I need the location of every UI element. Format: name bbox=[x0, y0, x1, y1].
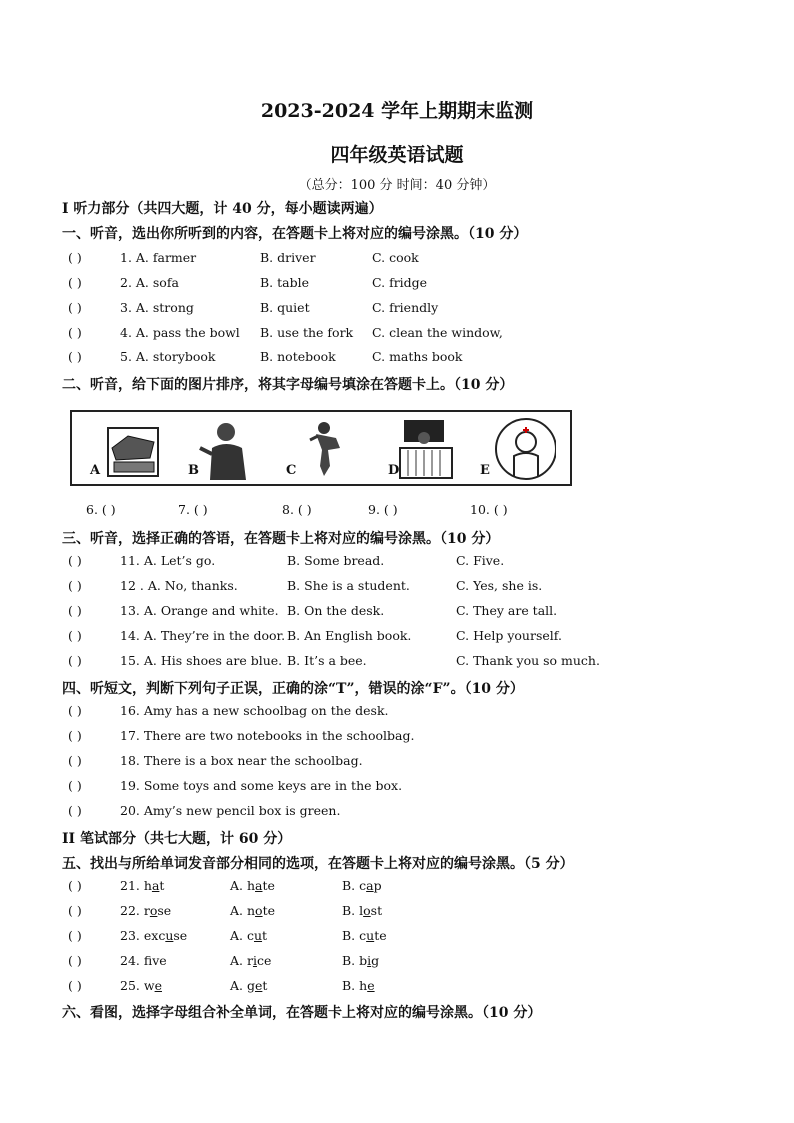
answer-blank[interactable]: ( ) bbox=[68, 753, 82, 768]
answer-blank[interactable]: ( ) bbox=[68, 878, 82, 893]
section6-heading: 六、看图，选择字母组合补全单词，在答题卡上将对应的编号涂黑。（10 分） bbox=[62, 1005, 542, 1021]
option-c: C. Help yourself. bbox=[456, 628, 562, 643]
option-c: C. cook bbox=[372, 250, 419, 265]
answer-blank-10[interactable]: 10. ( ) bbox=[470, 502, 508, 517]
option-c: C. fridge bbox=[372, 275, 428, 290]
option-a: 11. A. Let’s go. bbox=[120, 553, 216, 568]
answer-blank[interactable]: ( ) bbox=[68, 325, 82, 340]
picture-a bbox=[78, 418, 160, 480]
answer-blank[interactable]: ( ) bbox=[68, 300, 82, 315]
option-b: B. big bbox=[342, 953, 380, 968]
option-b: B. It’s a bee. bbox=[287, 653, 367, 668]
answer-blank[interactable]: ( ) bbox=[68, 778, 82, 793]
picture-label: B bbox=[188, 463, 199, 478]
section5-heading: 五、找出与所给单词发音部分相同的选项，在答题卡上将对应的编号涂黑。（5 分） bbox=[62, 856, 574, 872]
statement: 20. Amy’s new pencil box is green. bbox=[120, 803, 341, 818]
option-b: B. use the fork bbox=[260, 325, 354, 340]
option-c: C. Yes, she is. bbox=[456, 578, 543, 593]
answer-blank-8[interactable]: 8. ( ) bbox=[282, 502, 312, 517]
option-c: C. maths book bbox=[372, 349, 463, 364]
picture-c bbox=[280, 418, 362, 480]
exam-title: 2023-2024 学年上期期末监测 bbox=[260, 100, 534, 122]
picture-e bbox=[474, 418, 556, 480]
answer-blank-6[interactable]: 6. ( ) bbox=[86, 502, 116, 517]
answer-blank[interactable]: ( ) bbox=[68, 275, 82, 290]
option-a: 15. A. His shoes are blue. bbox=[120, 653, 283, 668]
option-a: A. get bbox=[230, 978, 268, 993]
word: 21. hat bbox=[120, 878, 165, 893]
answer-blank[interactable]: ( ) bbox=[68, 603, 82, 618]
ordering-blanks bbox=[0, 502, 794, 522]
answer-blank[interactable]: ( ) bbox=[68, 653, 82, 668]
answer-blank[interactable]: ( ) bbox=[68, 928, 82, 943]
option-a: 3. A. strong bbox=[120, 300, 194, 315]
word: 23. excuse bbox=[120, 928, 188, 943]
statement: 17. There are two notebooks in the schoolbag. bbox=[120, 728, 415, 743]
option-a: 2. A. sofa bbox=[120, 275, 179, 290]
option-b: B. On the desk. bbox=[287, 603, 385, 618]
answer-blank[interactable]: ( ) bbox=[68, 349, 82, 364]
answer-blank[interactable]: ( ) bbox=[68, 553, 82, 568]
option-b: B. notebook bbox=[260, 349, 336, 364]
answer-blank[interactable]: ( ) bbox=[68, 703, 82, 718]
option-a: 14. A. They’re in the door. bbox=[120, 628, 286, 643]
statement: 16. Amy has a new schoolbag on the desk. bbox=[120, 703, 389, 718]
option-a: 1. A. farmer bbox=[120, 250, 197, 265]
picture-label: C bbox=[286, 463, 297, 478]
answer-blank[interactable]: ( ) bbox=[68, 628, 82, 643]
option-c: C. Thank you so much. bbox=[456, 653, 600, 668]
answer-blank[interactable]: ( ) bbox=[68, 953, 82, 968]
option-a: 4. A. pass the bowl bbox=[120, 325, 240, 340]
option-c: C. They are tall. bbox=[456, 603, 558, 618]
option-b: B. driver bbox=[260, 250, 316, 265]
option-a: 13. A. Orange and white. bbox=[120, 603, 279, 618]
part2-heading: II 笔试部分（共七大题，计 60 分） bbox=[62, 831, 292, 847]
option-b: B. lost bbox=[342, 903, 383, 918]
exam-meta: （总分：100 分 时间：40 分钟） bbox=[298, 178, 496, 193]
option-c: C. clean the window, bbox=[372, 325, 503, 340]
option-b: B. She is a student. bbox=[287, 578, 410, 593]
section1-heading: 一、听音，选出你所听到的内容，在答题卡上将对应的编号涂黑。（10 分） bbox=[62, 226, 528, 242]
exam-subtitle: 四年级英语试题 bbox=[330, 144, 464, 166]
picture-label: E bbox=[480, 463, 490, 478]
answer-blank-9[interactable]: 9. ( ) bbox=[368, 502, 398, 517]
option-a: 12 . A. No, thanks. bbox=[120, 578, 238, 593]
option-a: A. note bbox=[230, 903, 275, 918]
option-b: B. table bbox=[260, 275, 310, 290]
section2-heading: 二、听音，给下面的图片排序，将其字母编号填涂在答题卡上。（10 分） bbox=[62, 377, 514, 393]
answer-blank[interactable]: ( ) bbox=[68, 250, 82, 265]
answer-blank[interactable]: ( ) bbox=[68, 803, 82, 818]
answer-blank[interactable]: ( ) bbox=[68, 903, 82, 918]
option-a: A. rice bbox=[230, 953, 272, 968]
section4-heading: 四、听短文，判断下列句子正误，正确的涂“T”，错误的涂“F”。（10 分） bbox=[62, 681, 524, 697]
word: 24. fve bbox=[120, 953, 167, 968]
picture-b bbox=[180, 418, 262, 480]
option-c: C. friendly bbox=[372, 300, 439, 315]
answer-blank[interactable]: ( ) bbox=[68, 578, 82, 593]
option-a: 5. A. storybook bbox=[120, 349, 216, 364]
statement: 19. Some toys and some keys are in the box. bbox=[120, 778, 403, 793]
option-a: A. cut bbox=[230, 928, 268, 943]
option-b: B. cap bbox=[342, 878, 382, 893]
answer-blank[interactable]: ( ) bbox=[68, 728, 82, 743]
word: 22. rose bbox=[120, 903, 172, 918]
statement: 18. There is a box near the schoolbag. bbox=[120, 753, 363, 768]
option-b: B. Some bread. bbox=[287, 553, 385, 568]
option-a: A. hate bbox=[230, 878, 275, 893]
option-b: B. quiet bbox=[260, 300, 310, 315]
picture-label: D bbox=[388, 463, 400, 478]
picture-d bbox=[382, 418, 464, 480]
picture-strip bbox=[70, 410, 572, 486]
option-b: B. An English book. bbox=[287, 628, 412, 643]
section3-heading: 三、听音，选择正确的答语，在答题卡上将对应的编号涂黑。（10 分） bbox=[62, 531, 500, 547]
answer-blank-7[interactable]: 7. ( ) bbox=[178, 502, 208, 517]
part1-heading: I 听力部分（共四大题，计 40 分，每小题读两遍） bbox=[62, 201, 383, 217]
option-c: C. Five. bbox=[456, 553, 505, 568]
option-b: B. he bbox=[342, 978, 375, 993]
word: 25. we bbox=[120, 978, 162, 993]
answer-blank[interactable]: ( ) bbox=[68, 978, 82, 993]
option-b: B. cute bbox=[342, 928, 387, 943]
picture-label: A bbox=[90, 463, 101, 478]
